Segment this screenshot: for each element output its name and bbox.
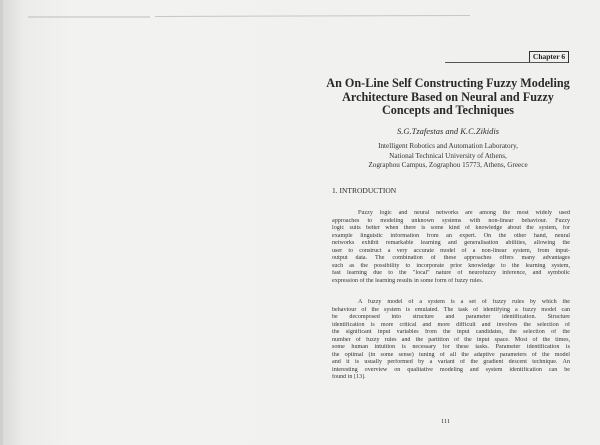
text-line: A fuzzy model of a system is a set of fuzzy rules by which the: [358, 299, 570, 305]
chapter-rule: [445, 62, 568, 63]
text-line: the optimal (in some sense) tuning of all the adaptive parameters of the model: [332, 351, 570, 358]
text-line: approaches to modeling unknown systems with non-linear behaviour. Fuzzy: [332, 217, 570, 224]
text-line: logic suits better when there is some kind of knowledge about the system, for: [332, 225, 570, 232]
text-line: behaviour of the system is emulated. The task of identifying a fuzzy model can: [332, 306, 570, 313]
authors: S.G.Tzafestas and K.C.Zikidis: [396, 126, 500, 136]
paragraph-2: [332, 299, 570, 382]
title-line: An On-Line Self Constructing Fuzzy Modeling: [326, 76, 570, 90]
text-line: and it is usually performed by a variant of the gradient descent technique. An: [332, 359, 570, 366]
text-line: networks exhibit remarkable learning and generalisation abilities, allowing the: [332, 240, 570, 247]
text-line: the significant input variables from the input candidates, the selection of the: [332, 329, 570, 336]
page-number: 111: [441, 418, 451, 425]
text-line: found in [13].: [332, 374, 366, 381]
paper-title: [318, 77, 578, 118]
text-line: number of fuzzy rules and the partition of the input space. Most of the times,: [332, 336, 570, 343]
text-line: be decomposed into structure and parameter identification. Structure: [332, 314, 570, 321]
text-line: such as the possibility to incorporate prior knowledge to the learning system,: [332, 262, 570, 269]
text-line: interesting overview on qualitative modeling and system identification can be: [332, 366, 570, 373]
affiliation: [318, 142, 578, 171]
text-line: example linguistic information from an expert. On the other hand, neural: [332, 232, 570, 239]
paragraph-1: [332, 210, 570, 285]
text-line: user to construct a very accurate model of a non-linear system, from input-: [332, 247, 570, 254]
text-line: some human intuition is necessary for these tasks. Parameter identification is: [332, 344, 570, 351]
text-line: fast learning due to the "local" nature of neurofuzzy inference, and symbolic: [332, 270, 570, 277]
text-line: identification is more critical and more difficult and involves the selection of: [332, 321, 570, 328]
text-line: output data. The combination of these approaches offers many advantages: [332, 255, 570, 262]
chapter-label: Chapter 6: [529, 51, 569, 63]
section-heading: 1. INTRODUCTION: [332, 186, 397, 195]
affiliation-line: National Technical University of Athens,: [389, 151, 507, 160]
affiliation-line: Zographou Campus, Zographou 15773, Athens, Greece: [368, 161, 528, 169]
text-line: expression of the learning results in some form of fuzzy rules.: [332, 277, 484, 284]
text-line: Fuzzy logic and neural networks are among the most widely used: [358, 210, 570, 216]
affiliation-line: Intelligent Robotics and Automation Laboratory,: [378, 142, 518, 150]
title-line: Concepts and Techniques: [381, 103, 515, 117]
title-line: Architecture Based on Neural and Fuzzy: [342, 89, 554, 104]
